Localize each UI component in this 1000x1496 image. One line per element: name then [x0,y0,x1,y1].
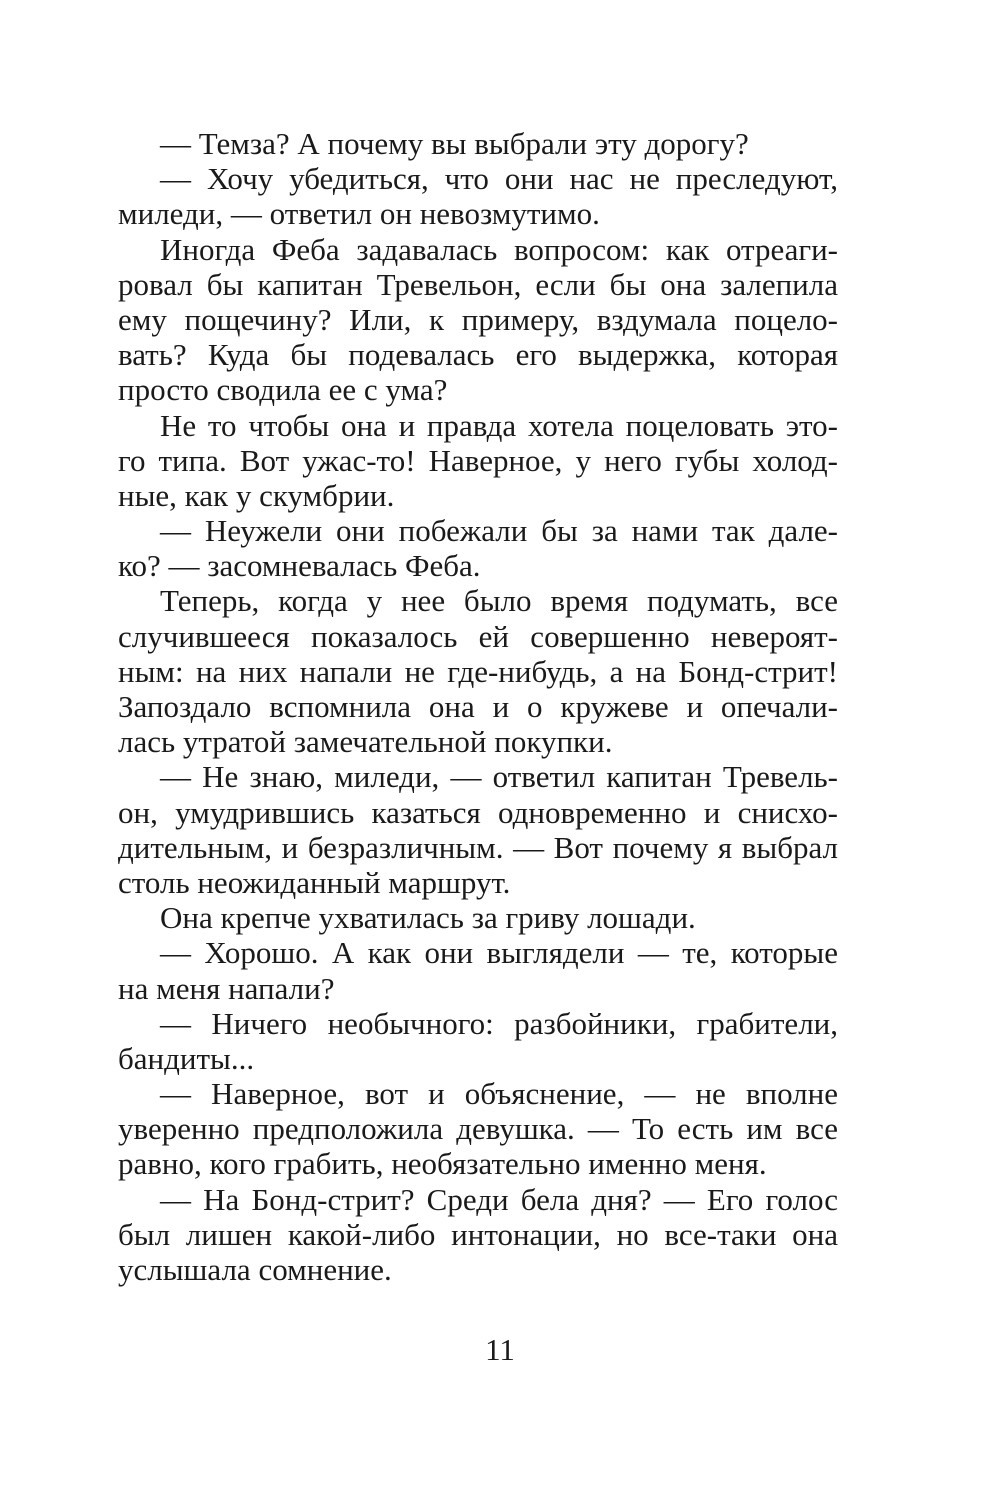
text-line: случившееся показалось ей совершенно невероят- [118,618,838,654]
page-number: 11 [485,1332,515,1367]
text-line: столь неожиданный маршрут. [118,864,511,900]
text-line: равно, кого грабить, необязательно именно меня. [118,1146,767,1182]
text-line: вать? Куда бы подевалась его выдержка, которая [118,337,838,373]
text-line: го типа. Вот ужас-то! Наверное, у него губы холод- [118,442,838,478]
text-line: — На Бонд-стрит? Среди бела дня? — Его голос [160,1181,838,1217]
text-line: Запоздало вспомнила она и о кружеве и опечали- [118,689,838,724]
text-line: на меня напали? [118,970,335,1006]
text-line: — Ничего необычного: разбойники, грабители, [160,1005,838,1041]
text-line: ные, как у скумбрии. [118,477,395,513]
text-line: уверенно предположила девушка. — То есть им все [118,1111,838,1147]
text-line: — Наверное, вот и объяснение, — не вполне [160,1076,838,1112]
text-line: ему пощечину? Или, к примеру, вздумала поцело- [118,301,838,337]
page-body-text [118,126,838,1287]
text-line: — Темза? А почему вы выбрали эту дорогу? [160,126,749,161]
text-line: услышала сомнение. [118,1252,392,1287]
text-line: — Не знаю, миледи, — ответил капитан Тревель- [160,759,838,795]
text-line: ко? — засомневалась Феба. [118,548,481,584]
text-line: — Хочу убедиться, что они нас не преследуют, [160,161,838,197]
text-line: — Хорошо. А как они выглядели — те, которые [160,935,838,971]
text-line: ным: на них напали не где-нибудь, а на Бонд-стрит! [118,653,838,689]
text-line: Не то чтобы она и правда хотела поцеловать это- [160,407,838,443]
text-line: Она крепче ухватилась за гриву лошади. [160,900,696,936]
text-line: миледи, — ответил он невозмутимо. [118,196,600,232]
text-line: был лишен какой-либо интонации, но все-таки она [118,1216,838,1252]
text-line: дительным, и безразличным. — Вот почему я выбрал [118,829,838,865]
text-line: лась утратой замечательной покупки. [118,724,613,760]
text-line: он, умудрившись казаться одновременно и снисхо- [118,794,838,830]
text-line: просто сводила ее с ума? [118,372,448,408]
text-line: — Неужели они побежали бы за нами так дале- [160,513,838,549]
text-line: ровал бы капитан Тревельон, если бы она залепила [118,266,838,302]
text-line: Иногда Феба задавалась вопросом: как отреаги- [160,231,838,267]
text-line: Теперь, когда у нее было время подумать, все [160,583,838,619]
text-line: бандиты... [118,1040,255,1076]
